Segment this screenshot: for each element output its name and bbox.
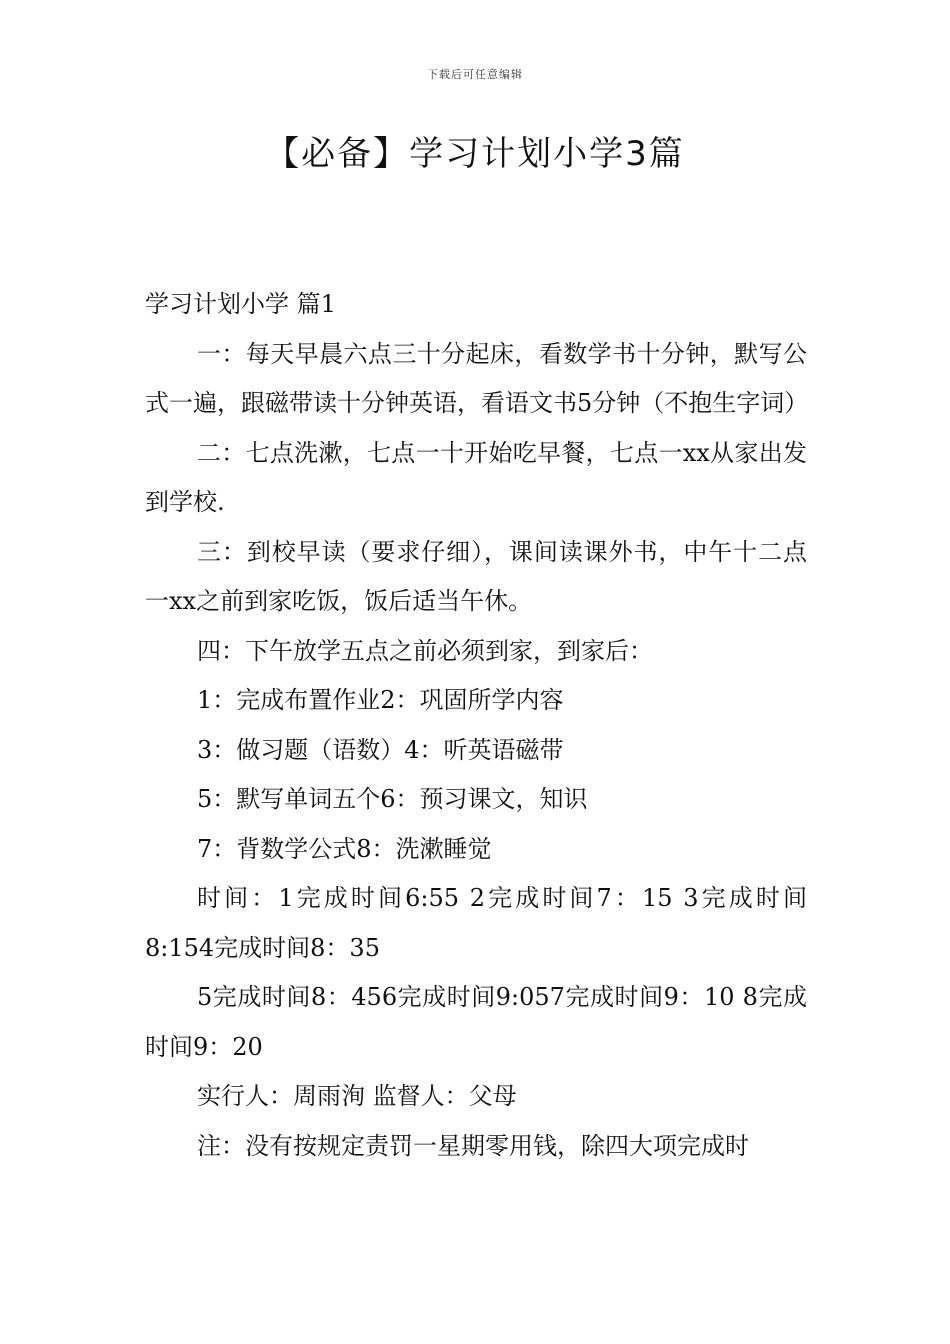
section-heading: 学习计划小学 篇1	[145, 290, 336, 318]
paragraph-after-school: 四：下午放学五点之前必须到家，到家后：	[197, 636, 653, 665]
paragraph-schedule-times-2: 5完成时间8：456完成时间9:057完成时间9：10 8完成时间9：20	[145, 983, 807, 1061]
paragraph-morning-routine: 一：每天早晨六点三十分起床，看数学书十分钟，默写公式一遍，跟磁带读十分钟英语，看语文书5分钟（不抱生字词）	[145, 339, 809, 417]
header-note: 下载后可任意编辑	[427, 68, 523, 81]
document-body	[145, 280, 807, 1171]
list-item-tasks-7-8: 7：背数学公式8：洗漱睡觉	[197, 834, 492, 863]
list-item-tasks-5-6: 5：默写单词五个6：预习课文，知识	[197, 785, 588, 813]
paragraph-school: 三：到校早读（要求仔细），课间读课外书，中午十二点一xx之前到家吃饭，饭后适当午休。	[145, 537, 807, 615]
paragraph-responsible-persons: 实行人：周雨洵 监督人：父母	[197, 1082, 517, 1110]
paragraph-breakfast: 二：七点洗漱，七点一十开始吃早餐，七点一xx从家出发到学校.	[145, 438, 807, 516]
list-item-tasks-3-4: 3：做习题（语数）4：听英语磁带	[197, 735, 564, 764]
paragraph-note: 注：没有按规定责罚一星期零用钱，除四大项完成时	[197, 1131, 749, 1160]
document-title: 【必备】学习计划小学3篇	[265, 134, 685, 174]
list-item-tasks-1-2: 1：完成布置作业2：巩固所学内容	[197, 686, 564, 714]
paragraph-schedule-times-1: 时间：1完成时间6:55 2完成时间7：15 3完成时间8:154完成时间8：35	[145, 884, 807, 962]
